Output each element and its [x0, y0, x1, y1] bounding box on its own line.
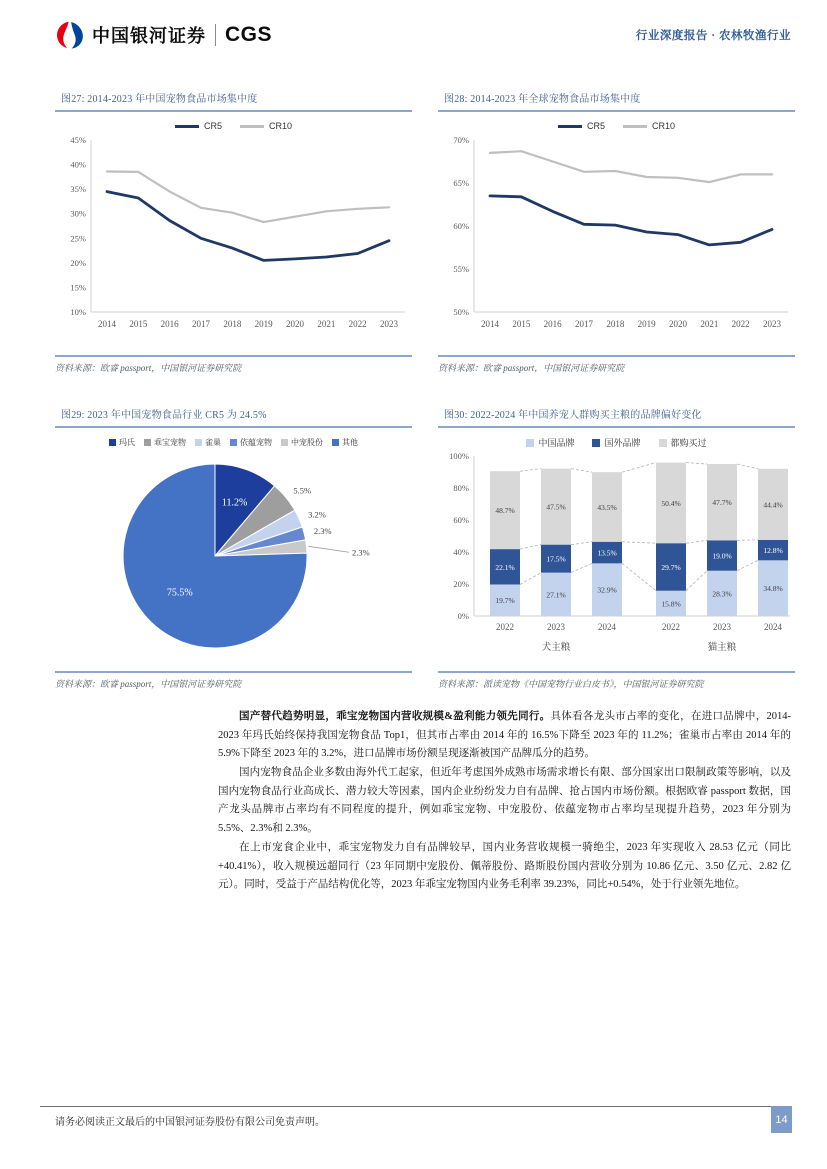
stacked-bar-chart-svg [438, 450, 795, 662]
svg-text:2021: 2021 [317, 319, 336, 329]
svg-text:30%: 30% [70, 208, 86, 219]
galaxy-swirl-icon [55, 20, 85, 50]
chart-legend [438, 434, 795, 450]
svg-text:60%: 60% [453, 221, 469, 231]
svg-text:28.3%: 28.3% [712, 589, 732, 599]
legend-swatch [659, 439, 667, 447]
page-header [55, 20, 791, 50]
paragraph-3: 在上市宠食企业中，乖宝宠物发力自有品牌较早，国内业务营收规模一骑绝尘，2023 年实现收入 28.53 亿元（同比+40.41%），收入规模远超同行（23 年同期中宠股份、佩蒂股份、路斯股份国内营收分别为 10.86 亿元、3.50 亿元、2.82 亿元）。同时，受益于产品结构优化等，2023 年乖宝宠物国内业务毛利率 39.23%，同比+0.54%，处于行业领先地位。 [218, 841, 791, 891]
svg-text:犬主粮: 犬主粮 [541, 643, 571, 653]
svg-text:40%: 40% [70, 159, 86, 170]
legend-item: 其他 [332, 437, 358, 448]
svg-text:50.4%: 50.4% [661, 498, 681, 508]
svg-text:50%: 50% [453, 307, 469, 317]
svg-text:60%: 60% [453, 515, 469, 525]
svg-text:100%: 100% [449, 451, 469, 461]
figure-27-source: 资料来源：欧睿 passport，中国银河证券研究院 [55, 355, 412, 374]
paragraph-1 [218, 708, 791, 764]
figure-28-source: 资料来源：欧睿 passport，中国银河证券研究院 [438, 355, 795, 374]
footer-divider [40, 1106, 790, 1107]
svg-text:27.1%: 27.1% [546, 590, 566, 600]
figure-30-source: 资料来源：派读宠物《中国宠物行业白皮书》，中国银河证券研究院 [438, 671, 795, 690]
legend-item: 依蕴宠物 [230, 437, 272, 448]
svg-text:2015: 2015 [512, 319, 531, 329]
svg-text:2020: 2020 [669, 319, 687, 329]
svg-text:20%: 20% [70, 257, 86, 268]
legend-swatch [558, 125, 582, 128]
figure-29-source: 资料来源：欧睿 passport，中国银河证券研究院 [55, 671, 412, 690]
legend-item: 国外品牌 [592, 436, 640, 449]
report-type-industry [636, 27, 791, 43]
svg-text:2022: 2022 [731, 319, 750, 329]
legend-item: 玛氏 [109, 437, 135, 448]
chart-legend [55, 118, 412, 134]
chart-canvas [55, 134, 412, 351]
chart-legend [55, 434, 412, 450]
logo-divider [215, 24, 216, 46]
cr5-market-share-pie-chart [55, 428, 412, 667]
svg-text:2014: 2014 [481, 319, 499, 329]
svg-text:15.8%: 15.8% [661, 599, 681, 609]
chart-legend [438, 118, 795, 134]
svg-text:40%: 40% [453, 547, 469, 557]
footer-disclaimer: 请务必阅读正文最后的中国银河证券股份有限公司免责声明。 [55, 1117, 325, 1128]
chart-canvas [55, 450, 412, 667]
svg-text:13.5%: 13.5% [597, 548, 617, 558]
legend-swatch [175, 125, 199, 128]
figure-27-title: 图27: 2014-2023 年中国宠物食品市场集中度 [55, 88, 412, 112]
legend-swatch [623, 125, 647, 128]
svg-text:55%: 55% [453, 264, 469, 274]
china-concentration-line-chart [55, 112, 412, 351]
legend-swatch [195, 439, 202, 446]
figure-30-block [438, 404, 795, 690]
svg-text:29.7%: 29.7% [661, 562, 681, 572]
svg-text:猫主粮: 猫主粮 [707, 643, 737, 653]
svg-text:2016: 2016 [160, 319, 179, 329]
paragraph-2: 国内宠物食品企业多数由海外代工起家，但近年考虑国外成熟市场需求增长有限、部分国家出口限制政策等影响，以及国内宠物食品行业高成长、潜力较大等因素，国内企业纷纷发力自有品牌、抢占国内市场份额。根据欧睿 passport 数据，国产龙头品牌市占率均有不同程度的提升，例如乖宝宠物、中宠股份、依蕴宠物市占率均呈现提升趋势，2023 年分别为 5.5%、2.3%和 2.3%。 [218, 767, 791, 835]
svg-text:22.1%: 22.1% [495, 562, 515, 572]
logo-text-cgs: CGS [225, 23, 273, 46]
svg-text:2017: 2017 [575, 319, 593, 329]
svg-text:20%: 20% [453, 579, 469, 589]
svg-text:2019: 2019 [637, 319, 656, 329]
pie-chart-svg [55, 450, 412, 662]
legend-item: 乖宝宠物 [144, 437, 186, 448]
svg-text:2019: 2019 [254, 319, 273, 329]
chart-canvas [438, 134, 795, 351]
svg-text:2.3%: 2.3% [313, 525, 332, 536]
svg-text:2016: 2016 [543, 319, 562, 329]
legend-item: 中宠股份 [281, 437, 323, 448]
svg-text:75.5%: 75.5% [166, 587, 193, 599]
page-number-badge: 14 [771, 1106, 792, 1133]
svg-text:45%: 45% [70, 135, 86, 145]
figure-27-block [55, 88, 412, 374]
body-text [218, 708, 791, 895]
svg-text:2017: 2017 [192, 319, 210, 329]
legend-item: 雀巢 [195, 437, 221, 448]
svg-text:2014: 2014 [98, 319, 116, 329]
svg-text:65%: 65% [453, 178, 469, 188]
legend-swatch [281, 439, 288, 446]
svg-text:2020: 2020 [286, 319, 304, 329]
legend-swatch [109, 439, 116, 446]
legend-item: 都购买过 [659, 436, 707, 449]
dot-separator: · [711, 30, 716, 42]
legend-swatch [592, 439, 600, 447]
global-concentration-line-chart [438, 112, 795, 351]
svg-text:47.5%: 47.5% [546, 502, 566, 512]
svg-text:2022: 2022 [662, 622, 680, 632]
svg-text:47.7%: 47.7% [712, 498, 732, 508]
svg-text:17.5%: 17.5% [546, 554, 566, 564]
legend-item: CR5 [558, 121, 605, 131]
svg-text:2023: 2023 [547, 622, 565, 632]
svg-text:34.8%: 34.8% [763, 584, 783, 594]
svg-text:25%: 25% [70, 233, 86, 244]
svg-text:12.8%: 12.8% [763, 546, 783, 556]
line-chart-svg [438, 134, 795, 346]
svg-text:2024: 2024 [764, 622, 782, 632]
svg-text:2022: 2022 [348, 319, 367, 329]
svg-text:0%: 0% [457, 611, 469, 621]
legend-swatch [230, 439, 237, 446]
svg-text:80%: 80% [453, 483, 469, 493]
svg-text:2018: 2018 [606, 319, 625, 329]
legend-swatch [144, 439, 151, 446]
svg-text:44.4%: 44.4% [763, 500, 783, 510]
svg-text:5.5%: 5.5% [293, 485, 312, 496]
legend-item: CR10 [240, 121, 292, 131]
svg-text:2023: 2023 [713, 622, 731, 632]
svg-text:19.0%: 19.0% [712, 551, 732, 561]
paragraph-1-lead: 国产替代趋势明显，乖宝宠物国内营收规模&盈利能力领先同行。 [239, 711, 551, 722]
doc-type-label: 行业深度报告 [635, 30, 708, 42]
svg-text:2024: 2024 [598, 622, 616, 632]
figure-29-block [55, 404, 412, 690]
svg-text:2023: 2023 [380, 319, 398, 329]
legend-swatch [526, 439, 534, 447]
svg-text:2015: 2015 [129, 319, 148, 329]
chart-canvas [438, 450, 795, 667]
legend-swatch [240, 125, 264, 128]
legend-item: CR10 [623, 121, 675, 131]
figures-grid [55, 88, 795, 690]
legend-swatch [332, 439, 339, 446]
svg-text:2023: 2023 [763, 319, 781, 329]
legend-item: 中国品牌 [526, 436, 574, 449]
logo-text-chinese: 中国银河证券 [92, 26, 206, 46]
svg-text:19.7%: 19.7% [495, 596, 515, 606]
svg-text:3.2%: 3.2% [308, 509, 326, 520]
svg-text:32.9%: 32.9% [597, 585, 617, 595]
figure-30-title: 图30: 2022-2024 年中国养宠人群购买主粮的品牌偏好变化 [438, 404, 795, 428]
svg-text:10%: 10% [70, 307, 86, 317]
industry-label: 农林牧渔行业 [719, 30, 791, 42]
svg-text:2.3%: 2.3% [352, 547, 370, 558]
figure-29-title: 图29: 2023 年中国宠物食品行业 CR5 为 24.5% [55, 404, 412, 428]
brand-preference-stacked-bar-chart [438, 428, 795, 667]
figure-28-title: 图28: 2014-2023 年全球宠物食品市场集中度 [438, 88, 795, 112]
svg-text:70%: 70% [453, 135, 469, 145]
figure-28-block [438, 88, 795, 374]
svg-text:48.7%: 48.7% [495, 506, 515, 516]
svg-text:2022: 2022 [496, 622, 514, 632]
svg-text:43.5%: 43.5% [597, 502, 617, 512]
svg-text:11.2%: 11.2% [221, 497, 248, 509]
cgs-logo [55, 20, 272, 50]
svg-text:15%: 15% [70, 282, 86, 293]
legend-item: CR5 [175, 121, 222, 131]
svg-text:2021: 2021 [700, 319, 719, 329]
svg-text:2018: 2018 [223, 319, 242, 329]
paragraph-1-rest: 具体看各龙头市占率的变化，在进口品牌中，2014-2023 年玛氏始终保持我国宠物食品 Top1，但其市占率由 2014 年的 16.5%下降至 2023 年的 11.2%；雀巢市占率由 2014 年的 5.9%下降至 2023 年的 3.2%，进口品牌市场份额呈现逐渐被国产品牌瓜分的趋势。 [218, 711, 792, 760]
svg-text:35%: 35% [70, 184, 86, 195]
line-chart-svg [55, 134, 412, 346]
